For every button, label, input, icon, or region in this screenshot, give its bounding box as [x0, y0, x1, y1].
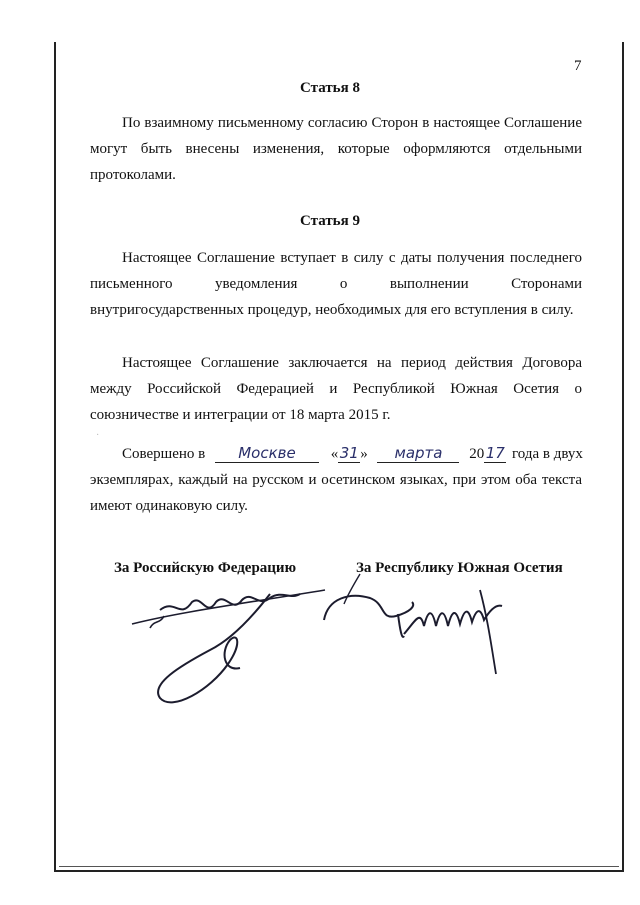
article-8-text	[90, 110, 582, 188]
done-rest: экземплярах, каждый на русском и осетинском языках, при этом оба текста имеют одинаковую силу.	[90, 472, 582, 514]
page-number: 7	[574, 58, 582, 74]
article-9-paragraph-1-content: Настоящее Соглашение вступает в силу с даты получения последнего письменного уведомления о выполнении Сторонами внутригосударственных процедур, необходимых для его вступления в силу.	[90, 250, 582, 318]
article-9-paragraph-2	[90, 350, 582, 428]
city-field: Москве	[215, 444, 319, 463]
open-quote: «	[330, 446, 339, 462]
right-signatory-title: За Республику Южная Осетия	[356, 560, 563, 576]
after-year: года в двух	[511, 446, 583, 462]
south-ossetia-signature-image	[320, 570, 520, 680]
article-8-text-content: По взаимному письменному согласию Сторон в настоящее Соглашение могут быть внесены изменения, которые оформляются отдельными протоколами.	[90, 115, 582, 183]
russia-signature-image	[120, 580, 340, 715]
month-field: марта	[377, 444, 459, 463]
article-9-paragraph-2-content: Настоящее Соглашение заключается на период действия Договора между Российской Федерацией и Республикой Южная Осетия о союзничестве и интеграции от 18 марта 2015 г.	[90, 355, 582, 423]
article-9-heading: Статья 9	[300, 213, 360, 229]
left-signatory-title: За Российскую Федерацию	[114, 560, 297, 576]
close-quote: »	[360, 446, 368, 462]
day-field: 31	[339, 444, 359, 462]
article-8-heading: Статья 8	[300, 80, 360, 96]
done-prefix: Совершено в	[122, 446, 206, 462]
margin-mark: ·	[96, 430, 100, 441]
year-prefix: 20	[469, 446, 485, 462]
done-line	[90, 441, 582, 467]
article-9-paragraph-1	[90, 245, 582, 323]
year-field: 17	[485, 444, 505, 462]
